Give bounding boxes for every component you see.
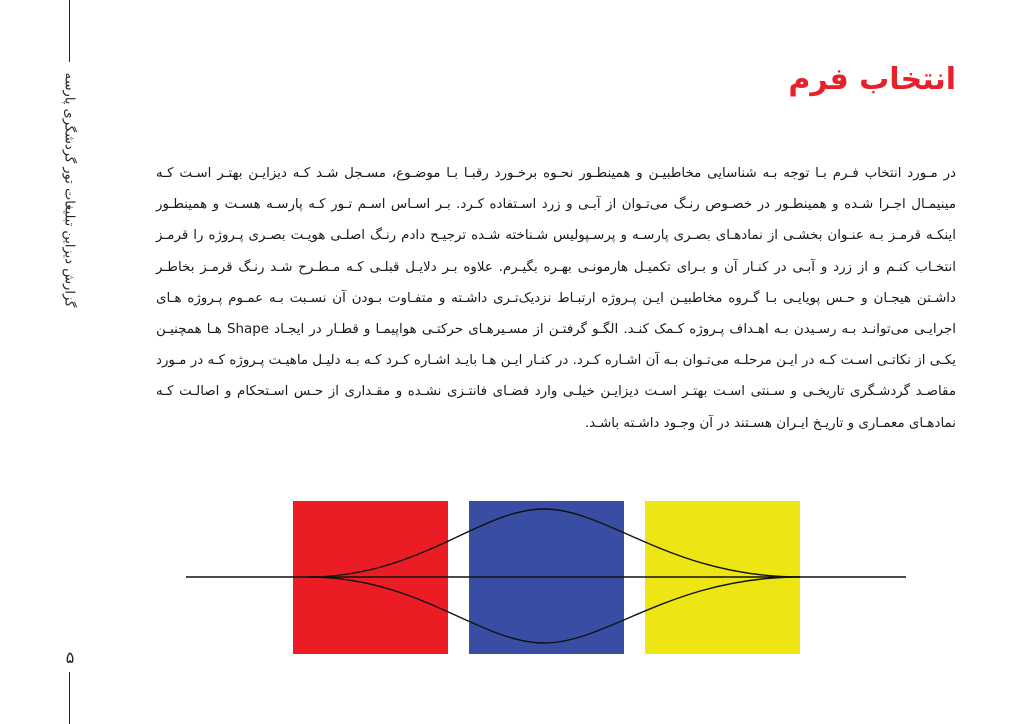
- sidebar-rule-top: [69, 0, 70, 62]
- section-heading: انتخاب فرم: [788, 62, 956, 97]
- sidebar-rule-bottom: [69, 672, 70, 724]
- body-text: [156, 158, 956, 439]
- page-number: ۵: [65, 648, 75, 667]
- body-paragraph: در مـورد انتخاب فـرم بـا توجه بـه شناسایی مخاطبیـن و همینطـور نحـوه برخـورد رقبـا بـا موضـوع، مسـجل شـد کـه دیزایـن بهتـر اسـت کـه مینیمـال اجـرا شـده و همینطـور در خصـوص رنـگ می‌تـوان از آبـی و زرد اسـتفاده کـرد. بـر اسـاس اسـم تـور کـه پارسـه هسـت و همینطـور اینکـه قرمـز بـه عنـوان بخشـی از نمادهـای بصـری پارسـه و پرسـپولیس شـناخته شـده ترجیـح دادم رنـگ اصلـی هویـت بصـری پـروژه را قرمـز انتخـاب کنـم و از زرد و آبـی در کنـار آن و بـرای تکمیـل هارمونـی بهـره بگیـرم. علاوه بـر دلایـل قبلـی کـه مـطـرح شـد رنـگ قرمـز بخاطـر داشـتن هیجـان و حـس پویایـی بـا گـروه مخاطبیـن ایـن پـروژه ارتبـاط نزدیک‌تـری داشـته و متفـاوت بـودن آن نسـبت بـه عمـوم پـروژه هـای اجرایـی می‌توانـد بـه رسـیدن بـه اهـداف پـروژه کـمک کنـد. الگـو گرفتـن از مسـیرهـای حرکتـی هواپیمـا و قطـار در ایجـاد Shape هـا همچنیـن یکـی از نکاتـی اسـت کـه در ایـن مرحلـه می‌تـوان بـه آن اشـاره کـرد. در کنـار ایـن هـا بایـد اشـاره کـرد کـه بـه دلیـل ماهیـت پـروژه کـه در مـورد مقاصـد گردشـگری تاریخـی و سـنتی اسـت بهتـر اسـت دیزایـن خیلـی وارد فضـای فانتـزی نشـده و مقـداری از حـس اسـتحکام و اصالـت کـه نمادهـای معمـاری و تاریـخ ایـران هسـتند در آن وجـود داشـته باشـد.: [156, 166, 956, 431]
- form-graphic: [180, 495, 910, 660]
- document-title: گزارش دیزاین تبلیغات تور گردشگری پارسه: [61, 72, 77, 308]
